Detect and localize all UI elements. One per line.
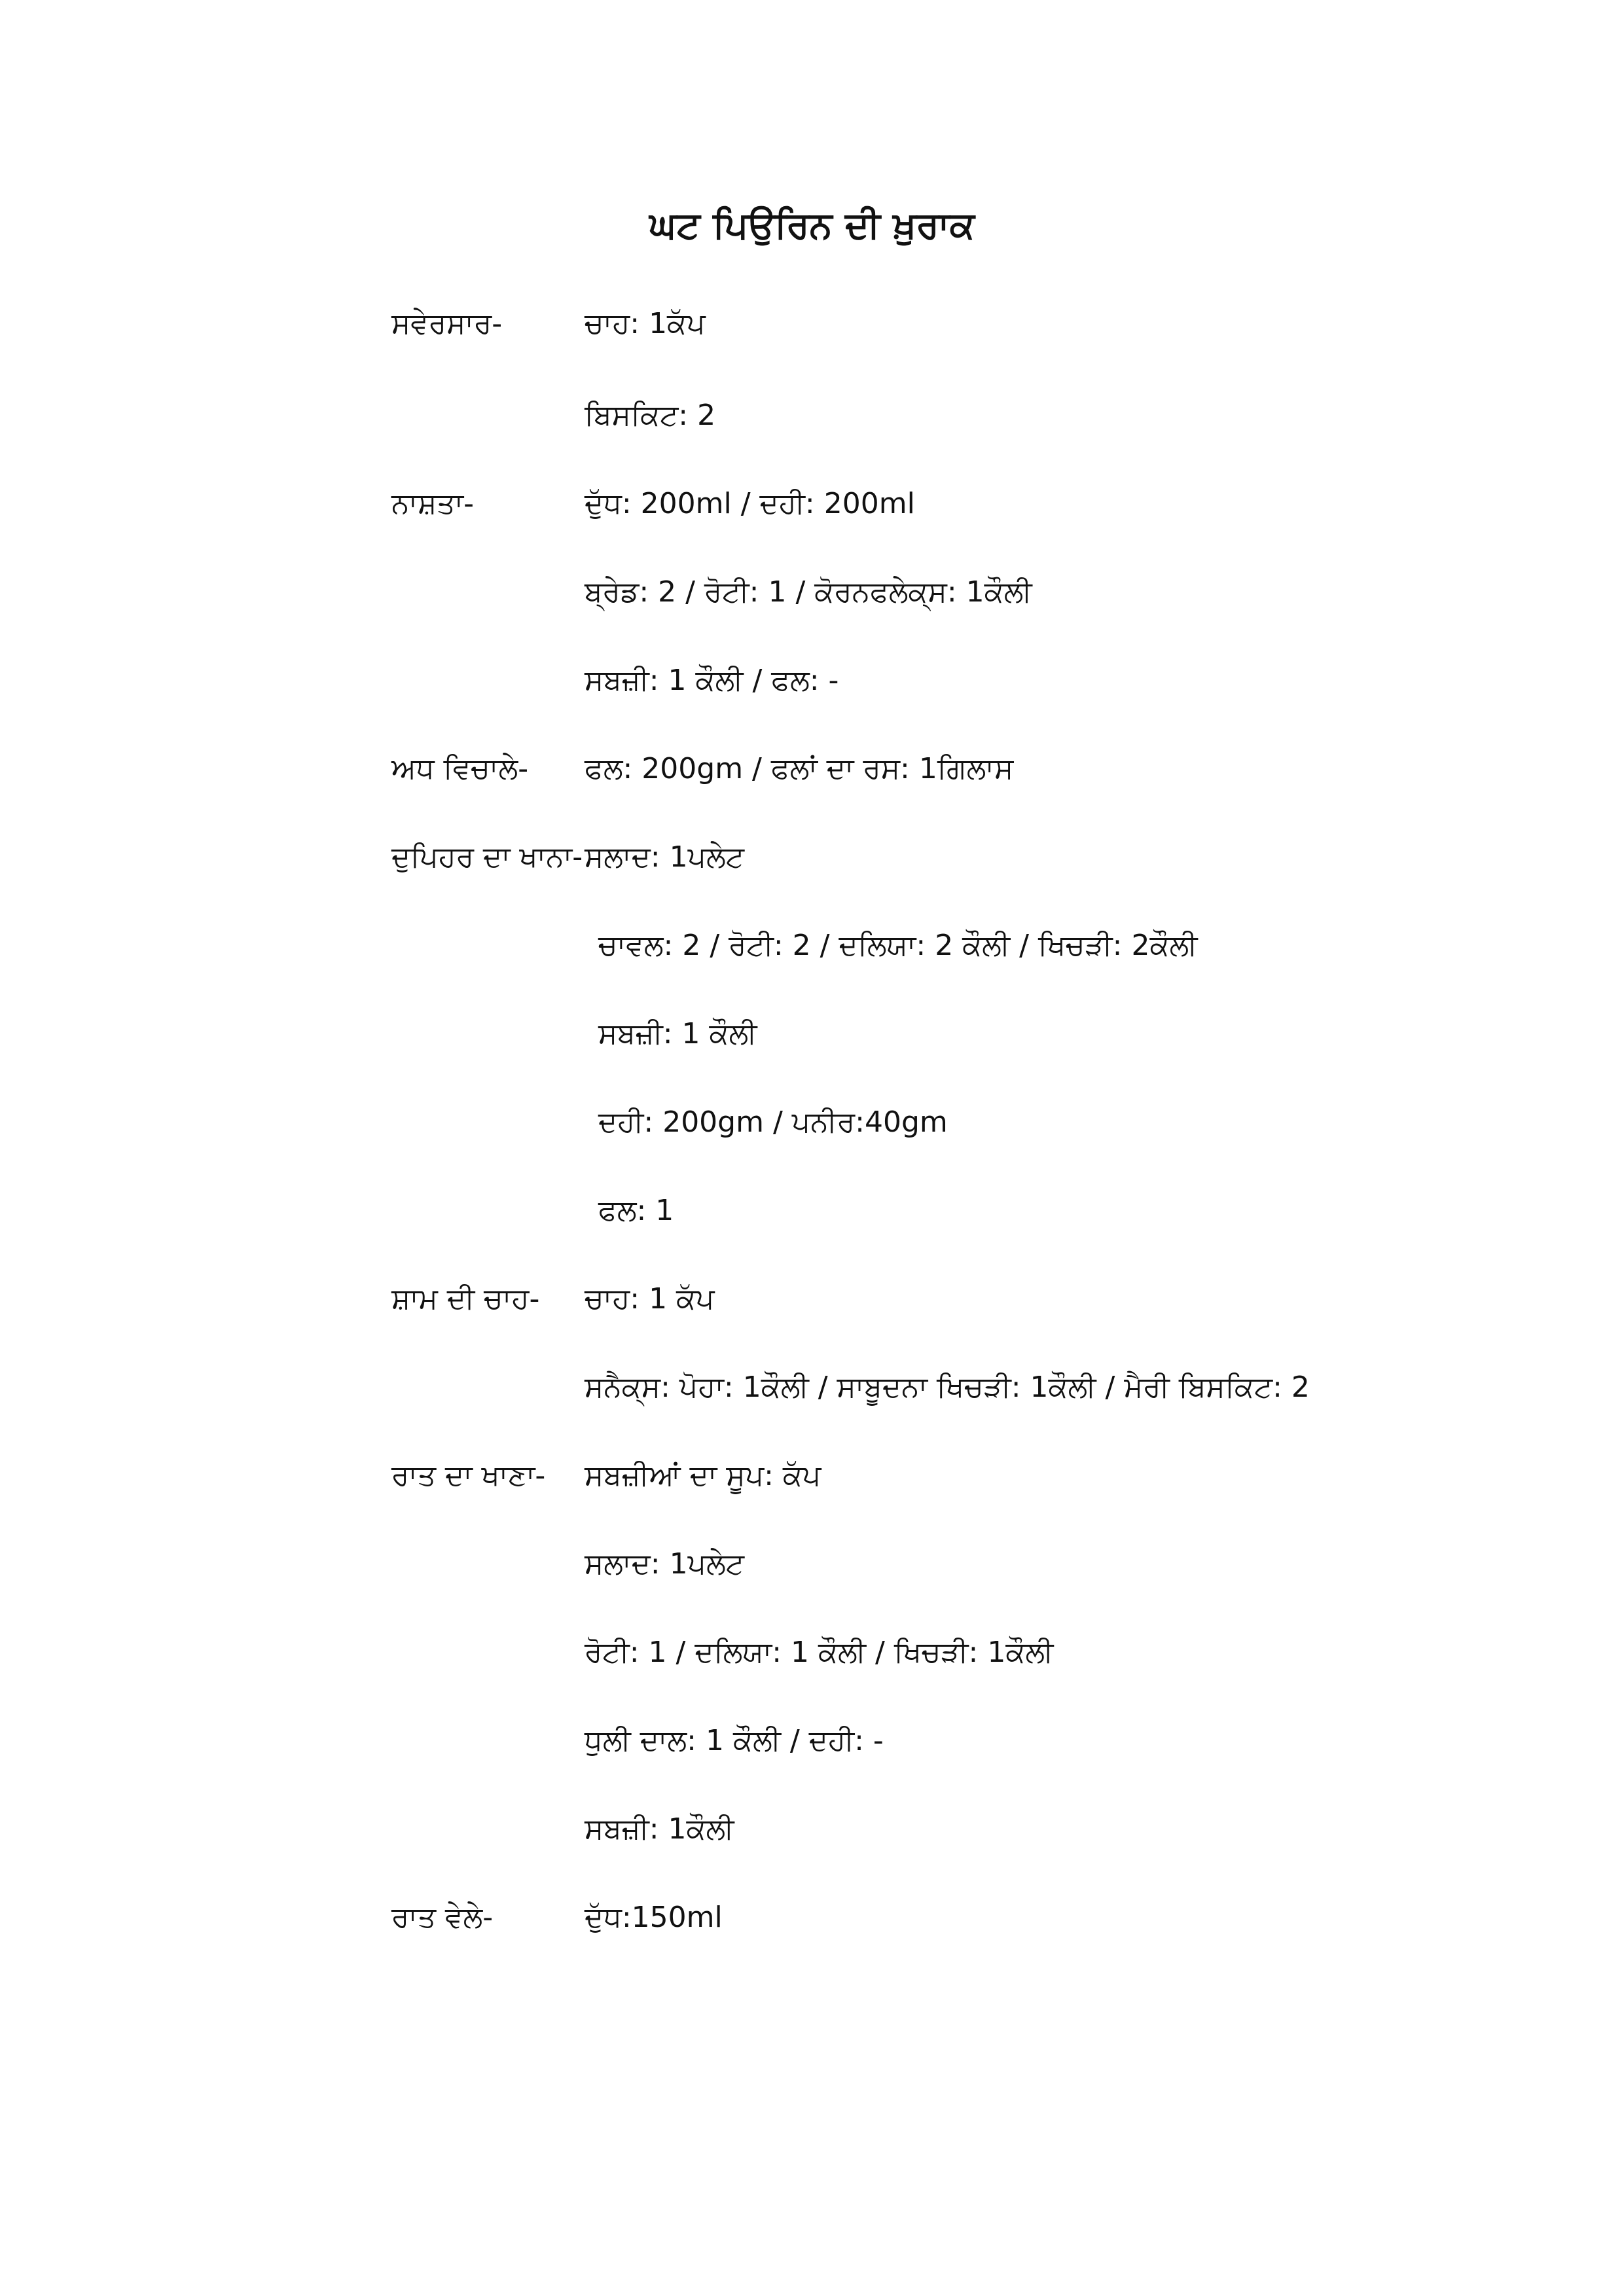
diet-row — [0, 386, 1624, 445]
diet-row — [0, 1535, 1624, 1594]
diet-row — [0, 295, 1624, 353]
meal-item: ਸਲਾਦ: 1ਪਲੇਟ — [585, 840, 744, 874]
meal-item: ਦੁੱਧ: 200ml / ਦਹੀ: 200ml — [585, 487, 915, 520]
meal-item: ਰੋਟੀ: 1 / ਦਲਿਯਾ: 1 ਕੌਲੀ / ਖਿਚੜੀ: 1ਕੌਲੀ — [585, 1636, 1054, 1669]
meal-label: ਅਧ ਵਿਚਾਲੇ- — [391, 752, 529, 785]
meal-item: ਸਬਜ਼ੀ: 1 ਕੌਲੀ — [598, 1017, 757, 1050]
diet-row — [0, 1712, 1624, 1770]
meal-label: ਸਵੇਰਸਾਰ- — [391, 307, 503, 340]
meal-label: ਰਾਤ ਦਾ ਖਾਣਾ- — [391, 1459, 546, 1492]
meal-item: ਸਲਾਦ: 1ਪਲੇਟ — [585, 1547, 744, 1581]
meal-label: ਦੁਪਿਹਰ ਦਾ ਖਾਨਾ- — [391, 840, 583, 874]
meal-item: ਚਾਹ: 1ਕੱਪ — [585, 307, 706, 340]
meal-item: ਬਿਸਕਿਟ: 2 — [585, 399, 716, 432]
meal-label: ਸ਼ਾਮ ਦੀ ਚਾਹ- — [391, 1282, 540, 1316]
meal-label: ਨਾਸ਼ਤਾ- — [391, 487, 475, 520]
diet-row — [0, 1181, 1624, 1240]
meal-item: ਧੁਲੀ ਦਾਲ: 1 ਕੌਲੀ / ਦਹੀ: - — [585, 1724, 884, 1757]
diet-row — [0, 1358, 1624, 1417]
meal-label: ਰਾਤ ਵੇਲੇ- — [391, 1901, 494, 1934]
diet-row — [0, 563, 1624, 622]
diet-row — [0, 475, 1624, 533]
meal-item: ਸਨੈਕ੍ਸ: ਪੋਹਾ: 1ਕੌਲੀ / ਸਾਬੂਦਨਾ ਖਿਚੜੀ: 1ਕੌਲੀ / ਮੈਰੀ ਬਿਸਕਿਟ: 2 — [585, 1371, 1310, 1404]
meal-item: ਬ੍ਰੇਡ: 2 / ਰੋਟੀ: 1 / ਕੋਰਨਫਲੇਕ੍ਸ: 1ਕੌਲੀ — [585, 575, 1032, 609]
diet-row — [0, 828, 1624, 887]
meal-item: ਦੁੱਧ:150ml — [585, 1901, 723, 1934]
diet-row — [0, 1888, 1624, 1947]
meal-item: ਸਬਜ਼ੀਆਂ ਦਾ ਸੂਪ: ਕੱਪ — [585, 1459, 821, 1492]
diet-row — [0, 1005, 1624, 1064]
diet-row — [0, 1623, 1624, 1682]
meal-item: ਚਾਹ: 1 ਕੱਪ — [585, 1282, 715, 1316]
diet-row — [0, 1800, 1624, 1859]
diet-row — [0, 1270, 1624, 1329]
meal-item: ਦਹੀ: 200gm / ਪਨੀਰ:40gm — [598, 1105, 948, 1139]
meal-item: ਸਬਜ਼ੀ: 1 ਕੌਲੀ / ਫਲ: - — [585, 664, 839, 697]
meal-item: ਫਲ: 1 — [598, 1194, 674, 1227]
diet-row — [0, 1093, 1624, 1152]
diet-row — [0, 651, 1624, 710]
document-title: ਘਟ ਪਿਉਰਿਨ ਦੀ ਖ਼ੁਰਾਕ — [649, 204, 975, 247]
diet-row — [0, 1446, 1624, 1505]
meal-item: ਚਾਵਲ: 2 / ਰੋਟੀ: 2 / ਦਲਿਯਾ: 2 ਕੌਲੀ / ਖਿਚੜੀ: 2ਕੌਲੀ — [598, 929, 1198, 962]
meal-item: ਫਲ: 200gm / ਫਲਾਂ ਦਾ ਰਸ: 1ਗਿਲਾਸ — [585, 752, 1014, 785]
diet-row — [0, 740, 1624, 798]
meal-item: ਸਬਜ਼ੀ: 1ਕੌਲੀ — [585, 1812, 734, 1846]
diet-row — [0, 916, 1624, 975]
